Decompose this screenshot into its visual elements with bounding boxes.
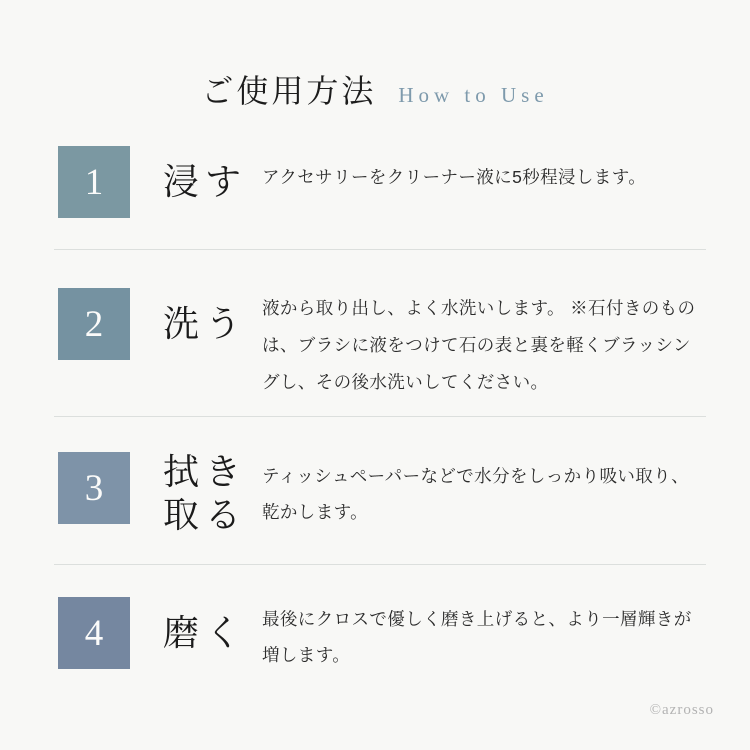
step-number: 2 bbox=[84, 303, 104, 345]
page-title: ご使用方法 bbox=[201, 73, 377, 109]
step-description: アクセサリーをクリーナー液に5秒程浸します。 bbox=[262, 167, 647, 187]
divider bbox=[54, 249, 706, 250]
step-row-1 bbox=[0, 146, 750, 218]
step-number: 1 bbox=[84, 161, 104, 203]
step-label: 洗う bbox=[163, 303, 248, 344]
step-label: 磨く bbox=[163, 612, 248, 653]
step-number-box-3 bbox=[58, 452, 130, 524]
step-description: ティッシュペーパーなどで水分をしっかり吸い取り、乾かします。 bbox=[262, 466, 689, 522]
step-number-box-4 bbox=[58, 597, 130, 669]
step-number-box-1 bbox=[58, 146, 130, 218]
step-label: 浸す bbox=[163, 161, 248, 202]
step-row-2 bbox=[0, 288, 750, 392]
step-number: 3 bbox=[84, 467, 104, 509]
divider bbox=[54, 564, 706, 565]
step-label: 拭き取る bbox=[163, 452, 248, 535]
watermark: ©azrosso bbox=[649, 702, 714, 718]
page-subtitle: How to Use bbox=[398, 83, 549, 107]
step-number: 4 bbox=[84, 612, 104, 654]
divider bbox=[54, 416, 706, 417]
page-header bbox=[0, 66, 750, 112]
step-row-4 bbox=[0, 597, 750, 669]
step-row-3 bbox=[0, 452, 750, 535]
step-description: 最後にクロスで優しく磨き上げると、より一層輝きが増します。 bbox=[262, 609, 692, 665]
step-number-box-2 bbox=[58, 288, 130, 360]
step-description: 液から取り出し、よく水洗いします。 ※石付きのものは、ブラシに液をつけて石の表と裏を軽くブラッシングし、その後水洗いしてください。 bbox=[262, 298, 696, 392]
